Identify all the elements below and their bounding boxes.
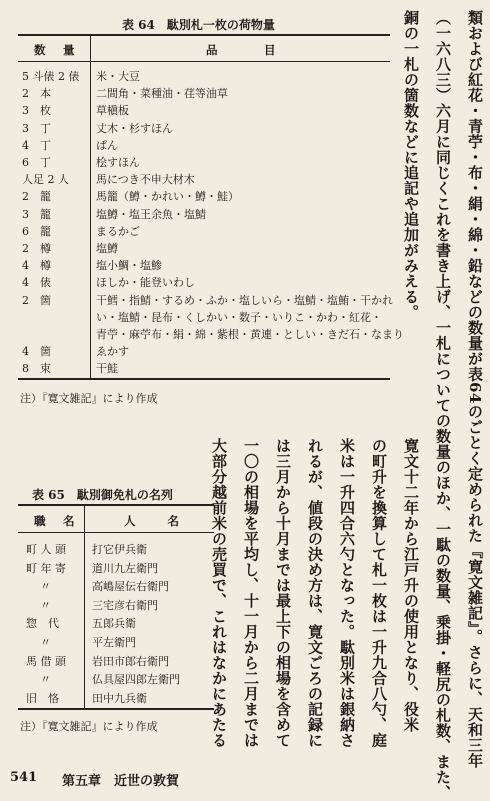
body-text-upper-line-2: （一六八三）六月に同じくこれを書き上げ、一札についての数量のほか、一駄の数量、乗掛・軽尻の札数、また、 bbox=[434, 10, 452, 801]
table65-title: 表 65 駄別御免札の名列 bbox=[32, 488, 173, 502]
page-number: 541 bbox=[10, 770, 38, 785]
table65-name-cell: 岩田市郎右衛門 bbox=[92, 654, 169, 668]
table65-title-cell: 馬 借 頭 bbox=[26, 654, 66, 668]
table64-item-cell: 米・大豆 bbox=[96, 70, 140, 83]
table65-name-cell: 道川九左衛門 bbox=[92, 561, 158, 575]
table64-item-cell: 丈木・杉すほん bbox=[96, 121, 173, 135]
table64-item-cell: 草槇板 bbox=[96, 104, 129, 118]
table65-column-divider bbox=[84, 506, 85, 708]
table64-quantity-cell: 6 籠 bbox=[22, 224, 51, 238]
body-text-lower-line-5: は三月から十月までは最上下の相場を含めて bbox=[274, 438, 292, 748]
table64-quantity-cell: 3 枚 bbox=[22, 104, 51, 118]
table64-quantity-cell: 6 丁 bbox=[22, 156, 51, 169]
table64-item-cell: 干鱈・指鯖・するめ・ふか・塩しいら・塩鯖・塩鮪・干かれ bbox=[96, 293, 393, 307]
table65-top-rule bbox=[18, 504, 214, 506]
table65-name-cell: 打它伊兵衛 bbox=[92, 543, 147, 556]
table65-title-cell: 〃 bbox=[40, 636, 51, 649]
table64-item-cell: 馬につき不申大材木 bbox=[96, 173, 195, 187]
table65-title-cell: 〃 bbox=[40, 598, 51, 612]
table65-title-cell: 旧 恪 bbox=[26, 691, 59, 705]
table65-header-name: 人 名 bbox=[124, 514, 182, 528]
table64-bottom-rule bbox=[18, 378, 390, 380]
table64-item-cell: 塩鱒・塩王余魚・塩鯖 bbox=[96, 207, 206, 221]
table64-quantity-cell: 3 丁 bbox=[22, 121, 51, 135]
table64-item-cell: 桧すほん bbox=[96, 156, 140, 169]
table64-quantity-cell: 4 箇 bbox=[22, 345, 51, 359]
table64-item-cell: 青苧・麻苧布・絹・綿・紫根・黄連・としい・きだ石・なまり bbox=[96, 328, 404, 341]
table64-quantity-cell: 2 箇 bbox=[22, 293, 51, 307]
table64-quantity-cell: 2 本 bbox=[22, 87, 51, 101]
table64-header-quantity: 数 量 bbox=[34, 43, 78, 57]
body-text-lower-line-7: 大部分越前米の売買で、これはなかにあたる bbox=[210, 438, 228, 748]
table64-column-divider bbox=[90, 36, 91, 378]
table64-item-cell: ぱん bbox=[96, 138, 118, 152]
table65-title-cell: 〃 bbox=[40, 673, 51, 687]
table65-header-title: 職 名 bbox=[34, 514, 78, 528]
body-text-lower-line-2: の町升を換算して札一枚は一升九合八勺、庭 bbox=[370, 438, 388, 748]
table65-header-rule bbox=[18, 532, 214, 533]
body-text-lower-line-3: 米は一升四合六勺となった。駄別米は銀納さ bbox=[338, 438, 356, 748]
table64-item-cell: まるかご bbox=[96, 224, 140, 238]
table64-header-item: 品 目 bbox=[206, 43, 279, 57]
table64-header-rule bbox=[18, 61, 390, 62]
table65-name-cell: 五郎兵衛 bbox=[92, 617, 136, 631]
table64-quantity-cell: 人足 2 人 bbox=[22, 173, 69, 187]
table64-item-cell: 塩小鯛・塩鯵 bbox=[96, 259, 162, 273]
table64-quantity-cell: 4 樽 bbox=[22, 259, 51, 273]
body-text-lower-line-6: 一〇の相場を平均し、十一月から二月までは bbox=[242, 438, 260, 748]
table65-title-cell: 町 年 寄 bbox=[26, 561, 66, 575]
table64-quantity-cell: 5 斗俵 2 俵 bbox=[22, 70, 80, 83]
table65-name-cell: 仏具屋四郎左衛門 bbox=[92, 673, 180, 687]
table64-quantity-cell: 4 丁 bbox=[22, 138, 51, 152]
body-text-lower-line-1: 寛文十二年から江戸升の使用となり、役米 bbox=[402, 438, 420, 733]
table65-title-cell: 町 人 頭 bbox=[26, 543, 66, 556]
table65-note: 注）『寛文雑記』により作成 bbox=[20, 720, 158, 733]
table64-top-rule bbox=[18, 34, 390, 36]
table64-note: 注）『寛文雑記』により作成 bbox=[20, 392, 158, 405]
table65-title-cell: 〃 bbox=[40, 580, 51, 594]
table65-name-cell: 高嶋屋伝右衛門 bbox=[92, 580, 169, 594]
table64-item-cell: 干鮭 bbox=[96, 362, 118, 376]
table64-quantity-cell: 4 俵 bbox=[22, 276, 51, 290]
body-text-upper-line-1: 類および紅花・青苧・布・絹・綿・鉛などの数量が表64のごとく定められた『寛文雑記』。さらに、天和三年 bbox=[466, 10, 484, 769]
table64-quantity-cell: 2 樽 bbox=[22, 242, 51, 255]
table64-quantity-cell: 3 籠 bbox=[22, 207, 51, 221]
table65-name-cell: 田中九兵衛 bbox=[92, 691, 147, 705]
table65-title-cell: 惣 代 bbox=[26, 617, 59, 631]
table64-quantity-cell: 2 籠 bbox=[22, 190, 51, 204]
body-text-upper-line-3: 銅の一札の箇数などに追記や追加がみえる。 bbox=[402, 10, 420, 320]
table64-item-cell: い・塩鯖・昆布・くしかい・数子・いりこ・かわ・紅花・ bbox=[96, 310, 382, 324]
table64-item-cell: ゑかす bbox=[96, 345, 129, 359]
table65-name-cell: 三宅彦右衛門 bbox=[92, 598, 158, 612]
table64-item-cell: ほしか・能登いわし bbox=[96, 276, 195, 290]
table64-item-cell: 馬籠（鱒・かれい・鱒・鮭） bbox=[96, 190, 239, 204]
table65-name-cell: 平左衛門 bbox=[92, 636, 136, 649]
table64-quantity-cell: 8 束 bbox=[22, 362, 51, 376]
table64-title: 表 64 駄別札一枚の荷物量 bbox=[122, 18, 275, 32]
table64-item-cell: 二間角・菜種油・荏等油草 bbox=[96, 87, 228, 101]
table65-bottom-rule bbox=[18, 708, 214, 710]
chapter-title: 第五章 近世の敦賀 bbox=[62, 774, 180, 789]
body-text-lower-line-4: れるが、値段の決め方は、寛文ごろの記録に bbox=[306, 438, 324, 748]
table64-item-cell: 塩鱒 bbox=[96, 242, 118, 255]
